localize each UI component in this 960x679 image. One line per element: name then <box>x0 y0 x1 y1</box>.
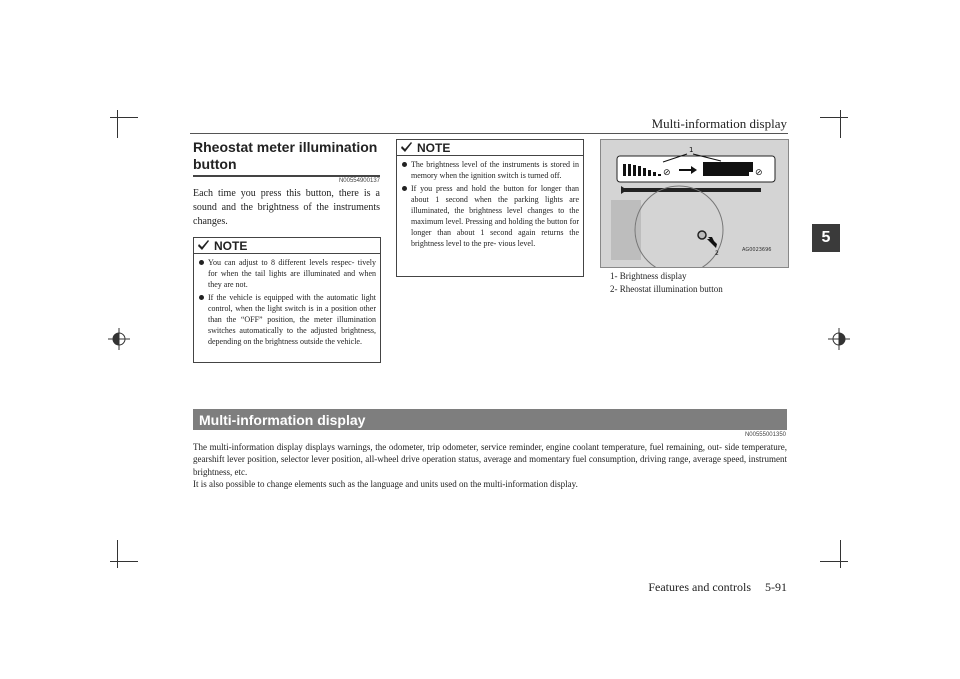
note-item: If the vehicle is equipped with the automatic light control, when the light switch is in a position other than the “OFF” position, the meter illumination switches automatically to the adjusted brightness, depending on the brightness outside the vehicle. <box>199 292 376 347</box>
note-item: You can adjust to 8 different levels respec- tively for when the tail lights are illuminated and when they are not. <box>199 257 376 290</box>
rheostat-heading-rule <box>193 175 380 177</box>
registration-mark <box>108 328 130 350</box>
dashboard-illustration <box>600 139 789 268</box>
registration-mark <box>828 328 850 350</box>
footer-section: Features and controls <box>648 580 751 594</box>
svg-text:⊘: ⊘ <box>755 168 763 178</box>
multi-info-heading: Multi-information display <box>193 409 787 430</box>
callout-2: 2 <box>715 250 719 257</box>
caption-brightness-display: 1- Brightness display <box>610 271 687 281</box>
crop-mark <box>840 110 841 138</box>
rheostat-button <box>698 231 706 239</box>
crop-mark <box>117 110 118 138</box>
instrument-cluster-drawing <box>601 140 788 267</box>
figure-code: AG0023696 <box>742 247 772 253</box>
checkmark-icon <box>400 142 413 153</box>
crop-mark <box>117 540 118 568</box>
note-item: The brightness level of the instruments is stored in memory when the ignition switch is turned off. <box>402 159 579 181</box>
callout-1: 1 <box>689 146 694 154</box>
svg-text:⊘: ⊘ <box>663 168 671 178</box>
caption-rheostat-button: 2- Rheostat illumination button <box>610 284 723 294</box>
rheostat-code: N00554900137 <box>338 178 380 184</box>
multi-info-paragraph-1: The multi-information display displays warnings, the odometer, trip odometer, service reminder, engine coolant temperature, fuel remaining, out- side temperature, gearshift lever position, selector lever position, all-wheel drive operation status, average and momentary fuel consumption, driving range, average speed, instrument brightness, etc. <box>193 442 787 477</box>
multi-info-paragraph-2: It is also possible to change elements such as the language and units used on the multi-information display. <box>193 478 578 489</box>
page-header-title: Multi-information display <box>651 116 787 131</box>
page-number: 5-91 <box>765 580 787 594</box>
chapter-tab: 5 <box>812 224 840 252</box>
note-label: NOTE <box>417 140 451 155</box>
note-box-rheostat <box>193 237 381 363</box>
page-footer <box>560 580 787 595</box>
rheostat-heading: Rheostat meter illumination button <box>193 139 378 172</box>
note-box-brightness <box>396 139 584 277</box>
multi-info-body <box>193 441 787 490</box>
header-divider <box>190 133 788 134</box>
note-label: NOTE <box>214 238 248 253</box>
crop-mark <box>820 561 848 562</box>
figure-captions <box>610 270 790 296</box>
note-header <box>397 140 583 156</box>
rheostat-body: Each time you press this button, there is a sound and the brightness of the instruments changes. <box>193 188 380 227</box>
note-item: If you press and hold the button for longer than about 1 second when the parking lights are illuminated, the brightness level changes to the maximum level. Pressing and holding the button for longer than about 1 second again returns the brightness level to the pre- vious level. <box>402 183 579 249</box>
note-header <box>194 238 380 254</box>
multi-info-code: N00555001350 <box>744 432 786 438</box>
checkmark-icon <box>197 240 210 251</box>
crop-mark <box>820 117 848 118</box>
crop-mark <box>110 117 138 118</box>
crop-mark <box>840 540 841 568</box>
crop-mark <box>110 561 138 562</box>
